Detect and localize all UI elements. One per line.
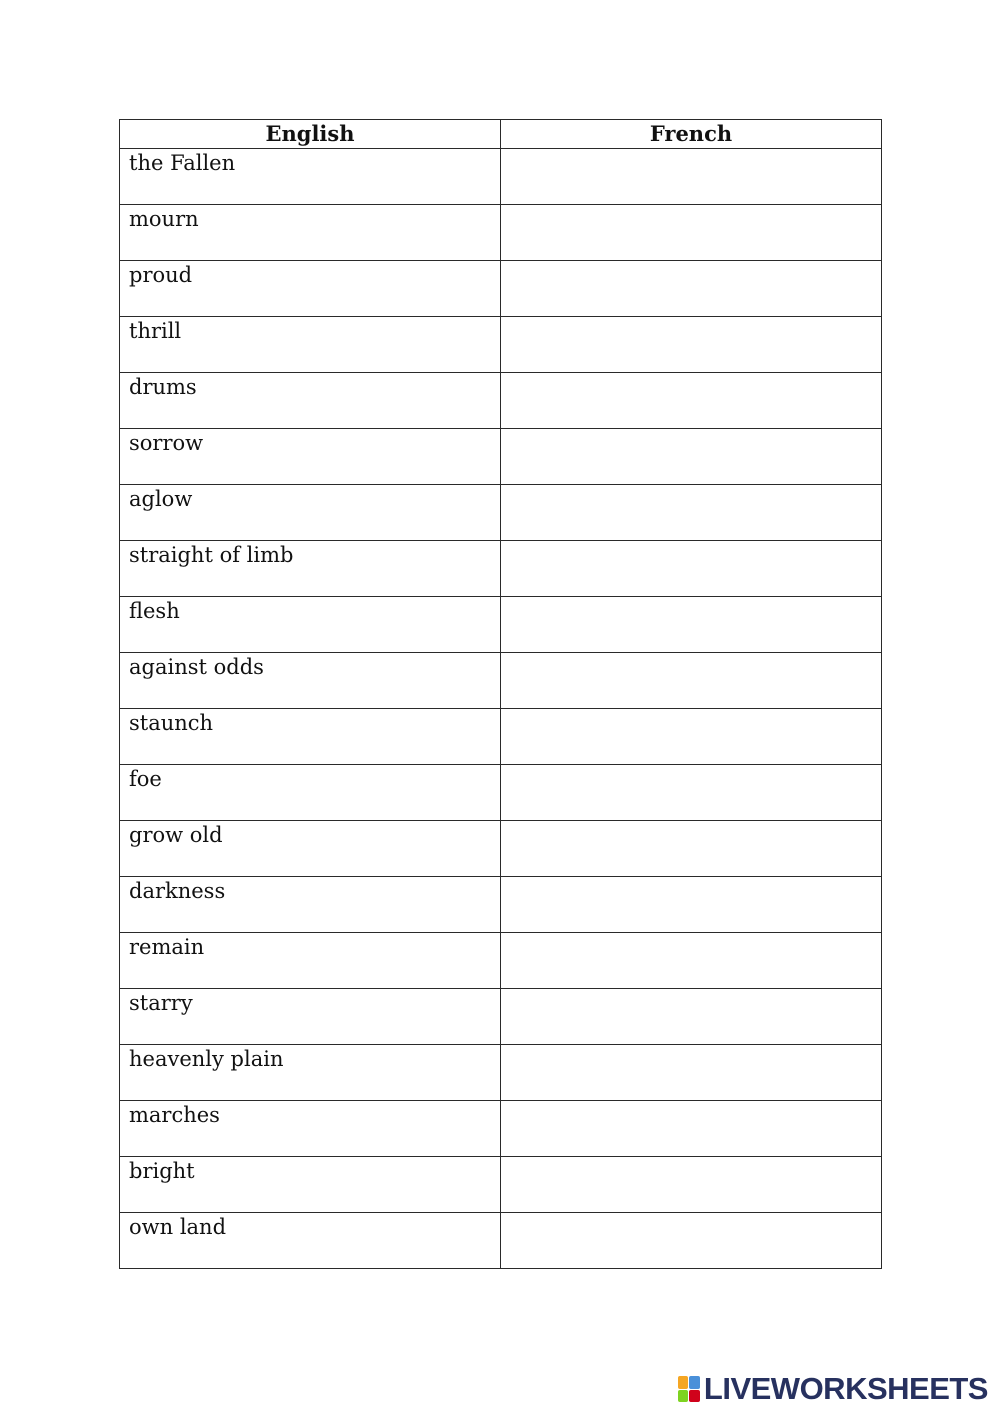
french-answer-cell — [501, 597, 882, 653]
french-answer-cell — [501, 149, 882, 205]
table-row — [120, 765, 882, 821]
english-word-cell: flesh — [120, 597, 501, 653]
table-row — [120, 1213, 882, 1269]
table-row — [120, 541, 882, 597]
french-answer-cell — [501, 1101, 882, 1157]
logo-mark-tile — [689, 1390, 700, 1403]
english-word-cell: the Fallen — [120, 149, 501, 205]
french-answer-cell — [501, 765, 882, 821]
french-answer-cell — [501, 373, 882, 429]
logo-mark-tile — [689, 1376, 700, 1389]
english-word-cell: darkness — [120, 877, 501, 933]
table-row — [120, 429, 882, 485]
french-answer-input[interactable] — [501, 653, 881, 708]
english-word-cell: remain — [120, 933, 501, 989]
table-row — [120, 933, 882, 989]
vocabulary-table — [119, 119, 882, 1269]
table-row — [120, 149, 882, 205]
logo-mark-tile — [678, 1376, 689, 1389]
table-row — [120, 821, 882, 877]
french-answer-cell — [501, 205, 882, 261]
french-answer-cell — [501, 485, 882, 541]
table-row — [120, 373, 882, 429]
english-word-cell: mourn — [120, 205, 501, 261]
french-answer-input[interactable] — [501, 597, 881, 652]
english-word-cell: foe — [120, 765, 501, 821]
french-answer-input[interactable] — [501, 709, 881, 764]
french-answer-input[interactable] — [501, 541, 881, 596]
french-answer-cell — [501, 989, 882, 1045]
english-word-cell: straight of limb — [120, 541, 501, 597]
english-word-cell: bright — [120, 1157, 501, 1213]
french-answer-cell — [501, 317, 882, 373]
french-answer-input[interactable] — [501, 373, 881, 428]
french-answer-input[interactable] — [501, 989, 881, 1044]
table-row — [120, 653, 882, 709]
logo-mark-tile — [678, 1390, 689, 1403]
table-row — [120, 709, 882, 765]
french-answer-input[interactable] — [501, 429, 881, 484]
french-answer-input[interactable] — [501, 1213, 881, 1268]
english-word-cell: proud — [120, 261, 501, 317]
english-word-cell: against odds — [120, 653, 501, 709]
french-answer-input[interactable] — [501, 877, 881, 932]
liveworksheets-logo-icon — [678, 1376, 700, 1402]
table-row — [120, 261, 882, 317]
french-answer-cell — [501, 877, 882, 933]
header-english: English — [120, 120, 501, 149]
english-word-cell: starry — [120, 989, 501, 1045]
english-word-cell: aglow — [120, 485, 501, 541]
french-answer-input[interactable] — [501, 205, 881, 260]
french-answer-input[interactable] — [501, 261, 881, 316]
french-answer-cell — [501, 429, 882, 485]
french-answer-input[interactable] — [501, 821, 881, 876]
french-answer-cell — [501, 541, 882, 597]
french-answer-cell — [501, 261, 882, 317]
french-answer-cell — [501, 653, 882, 709]
table-row — [120, 1045, 882, 1101]
french-answer-cell — [501, 933, 882, 989]
logo-text: LIVEWORKSHEETS — [703, 1371, 988, 1406]
french-answer-input[interactable] — [501, 317, 881, 372]
english-word-cell: thrill — [120, 317, 501, 373]
english-word-cell: marches — [120, 1101, 501, 1157]
french-answer-input[interactable] — [501, 1157, 881, 1212]
table-row — [120, 597, 882, 653]
english-word-cell: own land — [120, 1213, 501, 1269]
french-answer-cell — [501, 1045, 882, 1101]
table-row — [120, 877, 882, 933]
header-french: French — [501, 120, 882, 149]
french-answer-input[interactable] — [501, 933, 881, 988]
french-answer-input[interactable] — [501, 1045, 881, 1100]
table-row — [120, 317, 882, 373]
french-answer-cell — [501, 1213, 882, 1269]
table-row — [120, 1157, 882, 1213]
french-answer-input[interactable] — [501, 765, 881, 820]
english-word-cell: sorrow — [120, 429, 501, 485]
french-answer-cell — [501, 821, 882, 877]
table-row — [120, 205, 882, 261]
english-word-cell: staunch — [120, 709, 501, 765]
english-word-cell: drums — [120, 373, 501, 429]
table-row — [120, 1101, 882, 1157]
english-word-cell: grow old — [120, 821, 501, 877]
english-word-cell: heavenly plain — [120, 1045, 501, 1101]
french-answer-cell — [501, 709, 882, 765]
french-answer-input[interactable] — [501, 485, 881, 540]
french-answer-input[interactable] — [501, 1101, 881, 1156]
table-row — [120, 485, 882, 541]
french-answer-input[interactable] — [501, 149, 881, 204]
french-answer-cell — [501, 1157, 882, 1213]
table-row — [120, 989, 882, 1045]
liveworksheets-logo — [678, 1372, 988, 1406]
table-header-row — [120, 120, 882, 149]
